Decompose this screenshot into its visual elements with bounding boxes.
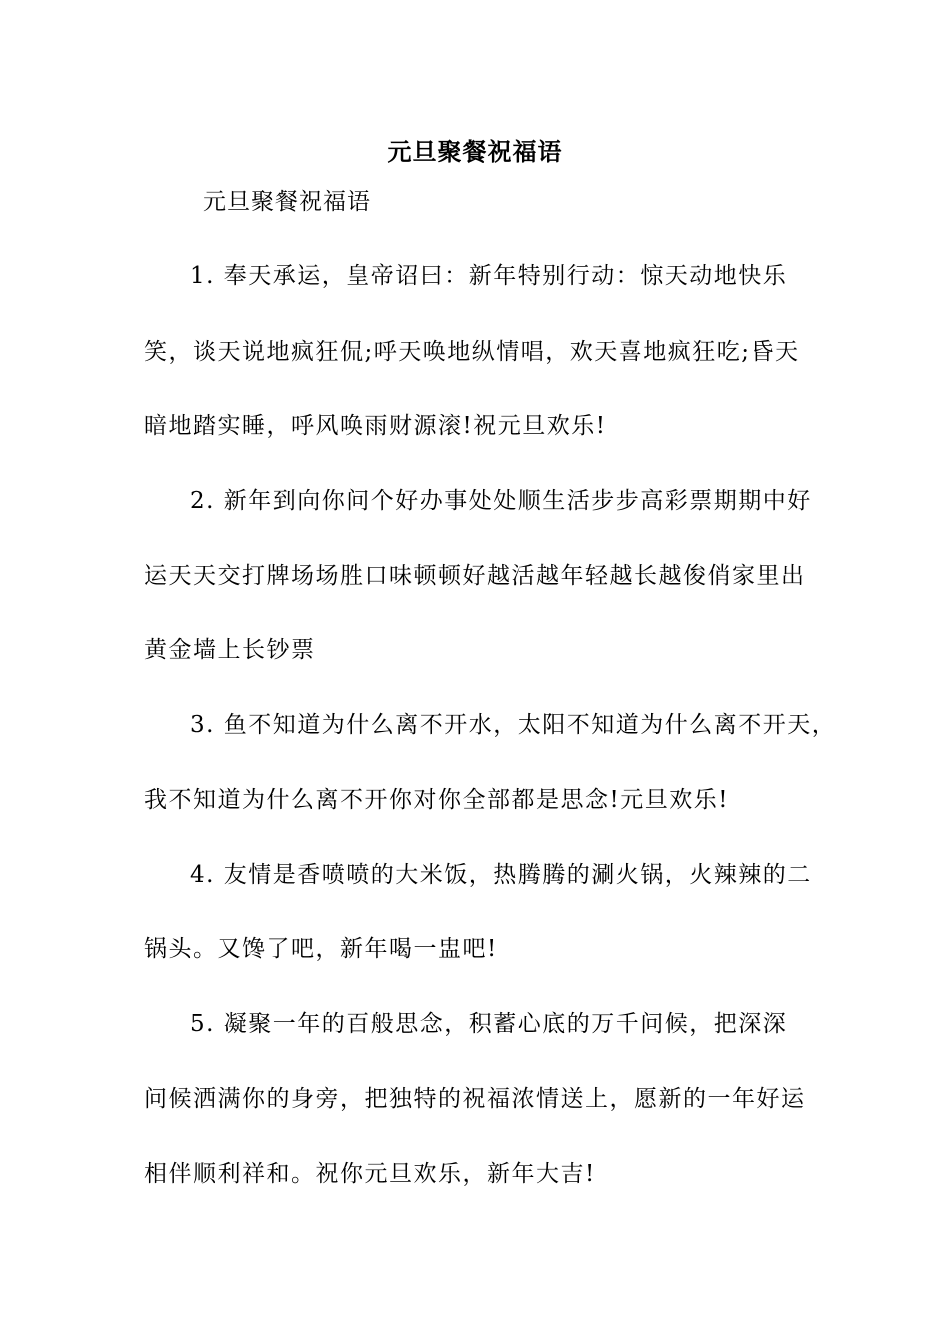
paragraph-line: 问候洒满你的身旁，把独特的祝福浓情送上，愿新的一年好运 xyxy=(144,1086,806,1112)
paragraph-line: 锅头。又馋了吧，新年喝一盅吧! xyxy=(144,936,498,962)
paragraph-line: 暗地踏实睡，呼风唤雨财源滚!祝元旦欢乐! xyxy=(144,413,607,439)
paragraph-line: 我不知道为什么离不开你对你全部都是思念!元旦欢乐! xyxy=(144,787,729,813)
paragraph-line: 4. 友情是香喷喷的大米饭，热腾腾的涮火锅，火辣辣的二 xyxy=(190,862,812,888)
paragraph-line: 2. 新年到向你问个好办事处处顺生活步步高彩票期期中好 xyxy=(190,488,812,514)
paragraph-line: 3. 鱼不知道为什么离不开水，太阳不知道为什么离不开天， xyxy=(190,712,837,738)
paragraph-line: 1. 奉天承运，皇帝诏曰：新年特别行动：惊天动地快乐 xyxy=(190,263,788,289)
paragraph-line: 相伴顺利祥和。祝你元旦欢乐，新年大吉! xyxy=(144,1161,596,1187)
paragraph-line: 5. 凝聚一年的百般思念，积蓄心底的万千问候，把深深 xyxy=(190,1011,788,1037)
paragraph-line: 黄金墙上长钞票 xyxy=(144,637,316,663)
document-title: 元旦聚餐祝福语 xyxy=(387,137,563,166)
document-subtitle: 元旦聚餐祝福语 xyxy=(203,189,371,215)
paragraph-line: 运天天交打牌场场胜口味顿顿好越活越年轻越长越俊俏家里出 xyxy=(144,563,806,589)
paragraph-line: 笑，谈天说地疯狂侃;呼天唤地纵情唱，欢天喜地疯狂吃;昏天 xyxy=(144,339,800,365)
